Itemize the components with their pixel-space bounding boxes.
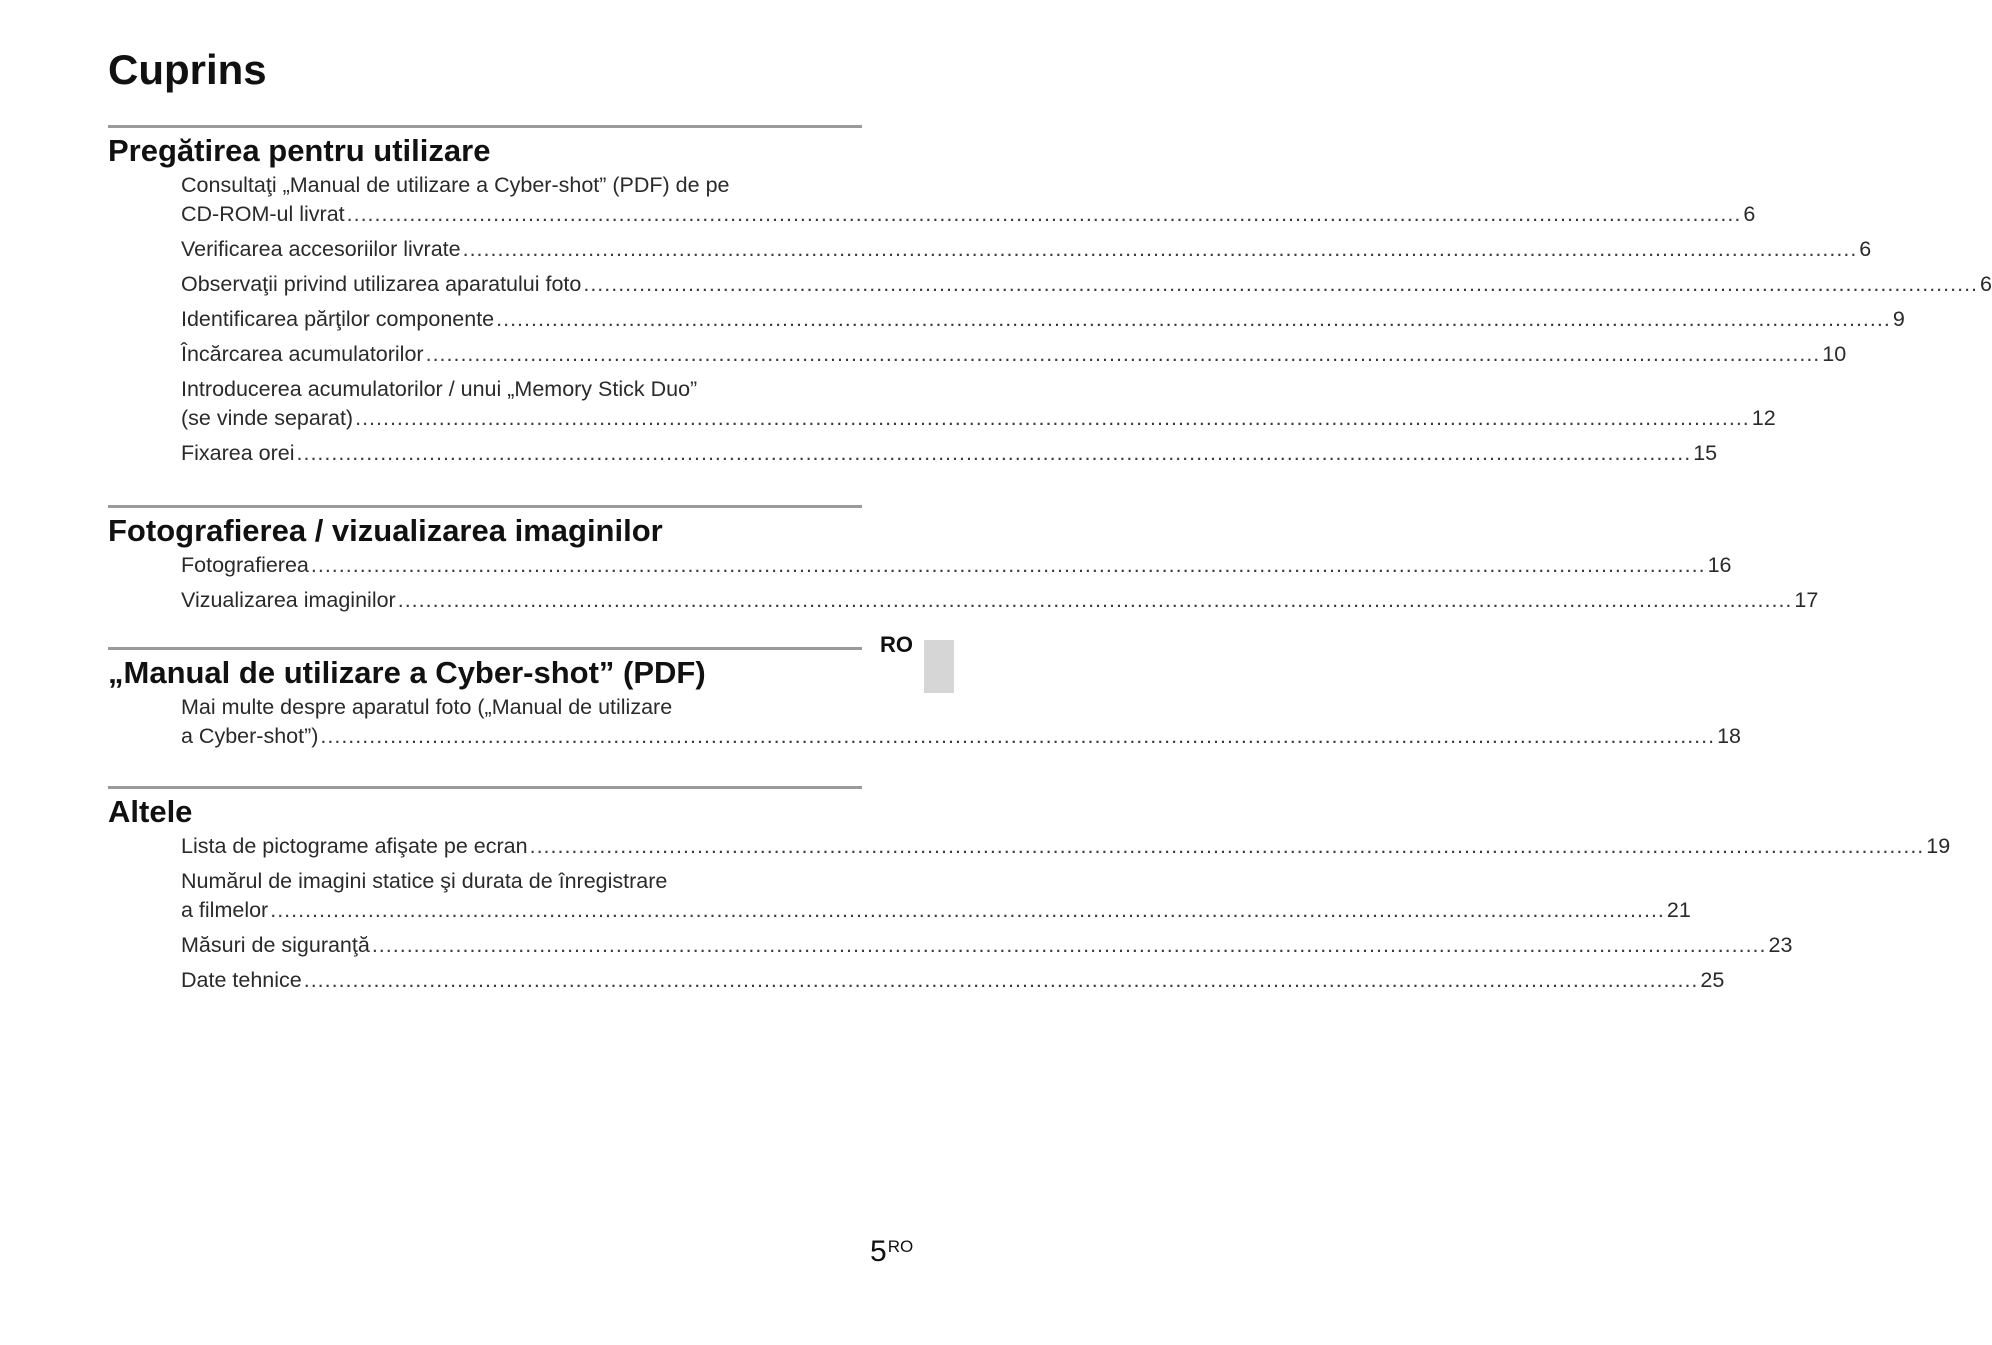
toc-entry[interactable] [181,586,1819,615]
dot-leader: ........................................................................................................................................................................................................ [371,933,1767,957]
toc-page-number: 9 [1892,307,1905,331]
toc-page-number: 16 [1707,553,1732,577]
toc-entry-text: Vizualizarea imaginilor [181,588,396,612]
dot-leader: ........................................................................................................................................................................................................ [346,202,1742,226]
section-manual-pdf [108,647,1742,757]
toc-entry-text: Consultaţi „Manual de utilizare a Cyber-shot” (PDF) de pe [181,173,730,197]
toc-entry[interactable] [181,235,1872,264]
dot-leader: ........................................................................................................................................................................................................ [296,441,1692,465]
toc-list [108,693,1742,751]
dot-leader: ........................................................................................................................................................................................................ [583,272,1979,296]
toc-entry[interactable] [181,340,1847,369]
page-title: Cuprins [108,46,267,93]
toc-list [108,551,1819,615]
toc-entry-text: Observaţii privind utilizarea aparatului foto [181,272,582,296]
dot-leader: ........................................................................................................................................................................................................ [310,553,1706,577]
toc-entry-leader-line [181,305,1905,334]
toc-page-number: 15 [1693,441,1718,465]
toc-entry-text: Măsuri de siguranţă [181,933,370,957]
toc-page-number: 18 [1717,724,1742,748]
toc-entry-text: Verificarea accesoriilor livrate [181,237,461,261]
toc-entry-leader-line [181,722,1742,751]
toc-entry-leader-line [181,235,1872,264]
dot-leader: ........................................................................................................................................................................................................ [425,342,1821,366]
toc-entry-text: a filmelor [181,898,269,922]
toc-entry[interactable] [181,966,1725,995]
toc-entry-text: Lista de pictograme afişate pe ecran [181,834,528,858]
section-title: „Manual de utilizare a Cyber-shot” (PDF) [108,655,706,690]
dot-leader: ........................................................................................................................................................................................................ [462,237,1858,261]
toc-entry[interactable] [181,375,1776,433]
toc-entry-text: Introducerea acumulatorilor / unui „Memory Stick Duo” [181,377,698,401]
dot-leader: ........................................................................................................................................................................................................ [270,898,1665,922]
toc-list [108,832,1951,995]
toc-entry-leader-line [181,439,1718,468]
language-tab-marker [924,640,954,693]
toc-list [108,171,1992,468]
language-label: RO [880,632,913,657]
toc-page-number: 6 [1980,272,1992,296]
toc-page-number: 10 [1822,342,1847,366]
toc-entry-text: Identificarea părţilor componente [181,307,495,331]
section-title: Pregătirea pentru utilizare [108,133,491,168]
toc-entry-leader-line [181,200,1756,229]
toc-page-number: 19 [1926,834,1951,858]
page-number-suffix: RO [887,1237,914,1256]
section-title: Altele [108,794,193,829]
section-title: Fotografierea / vizualizarea imaginilor [108,513,663,548]
toc-entry-leader-line [181,404,1776,433]
toc-page-number: 12 [1751,406,1776,430]
dot-leader: ........................................................................................................................................................................................................ [529,834,1925,858]
toc-entry-text: a Cyber-shot”) [181,724,319,748]
toc-entry-leader-line [181,832,1951,861]
toc-entry-leader-line [181,340,1847,369]
toc-entry-text: Mai multe despre aparatul foto („Manual de utilizare [181,695,673,719]
section-others [108,786,1951,1001]
toc-entry-text: (se vinde separat) [181,406,354,430]
toc-entry[interactable] [181,832,1951,861]
toc-entry-leader-line [181,931,1793,960]
toc-entry[interactable] [181,551,1732,580]
toc-entry[interactable] [181,693,1742,751]
toc-entry-text: Fotografierea [181,553,309,577]
toc-entry-text: Încărcarea acumulatorilor [181,342,424,366]
toc-entry-leader-line [181,270,1992,299]
toc-entry[interactable] [181,867,1691,925]
toc-page-number: 17 [1794,588,1819,612]
toc-entry-text: Numărul de imagini statice şi durata de înregistrare [181,869,668,893]
toc-page-number: 23 [1768,933,1793,957]
toc-entry-text: CD-ROM-ul livrat [181,202,345,226]
dot-leader: ........................................................................................................................................................................................................ [355,406,1750,430]
toc-entry[interactable] [181,171,1756,229]
dot-leader: ........................................................................................................................................................................................................ [397,588,1793,612]
toc-entry[interactable] [181,270,1992,299]
toc-entry-text: Date tehnice [181,968,302,992]
toc-entry[interactable] [181,931,1793,960]
toc-page-number: 6 [1743,202,1756,226]
dot-leader: ........................................................................................................................................................................................................ [303,968,1699,992]
toc-entry-leader-line [181,896,1691,925]
section-preparation [108,125,1992,474]
toc-page-number: 21 [1666,898,1691,922]
page-number-value: 5 [870,1235,887,1268]
page-number [870,1235,913,1269]
toc-entry-leader-line [181,966,1725,995]
dot-leader: ........................................................................................................................................................................................................ [496,307,1891,331]
toc-entry-leader-line [181,551,1732,580]
dot-leader: ........................................................................................................................................................................................................ [320,724,1716,748]
toc-entry-text: Fixarea orei [181,441,295,465]
toc-page-number: 25 [1700,968,1725,992]
toc-page-number: 6 [1859,237,1872,261]
toc-entry[interactable] [181,439,1718,468]
toc-entry-leader-line [181,586,1819,615]
toc-entry[interactable] [181,305,1905,334]
section-shooting-viewing [108,505,1819,621]
